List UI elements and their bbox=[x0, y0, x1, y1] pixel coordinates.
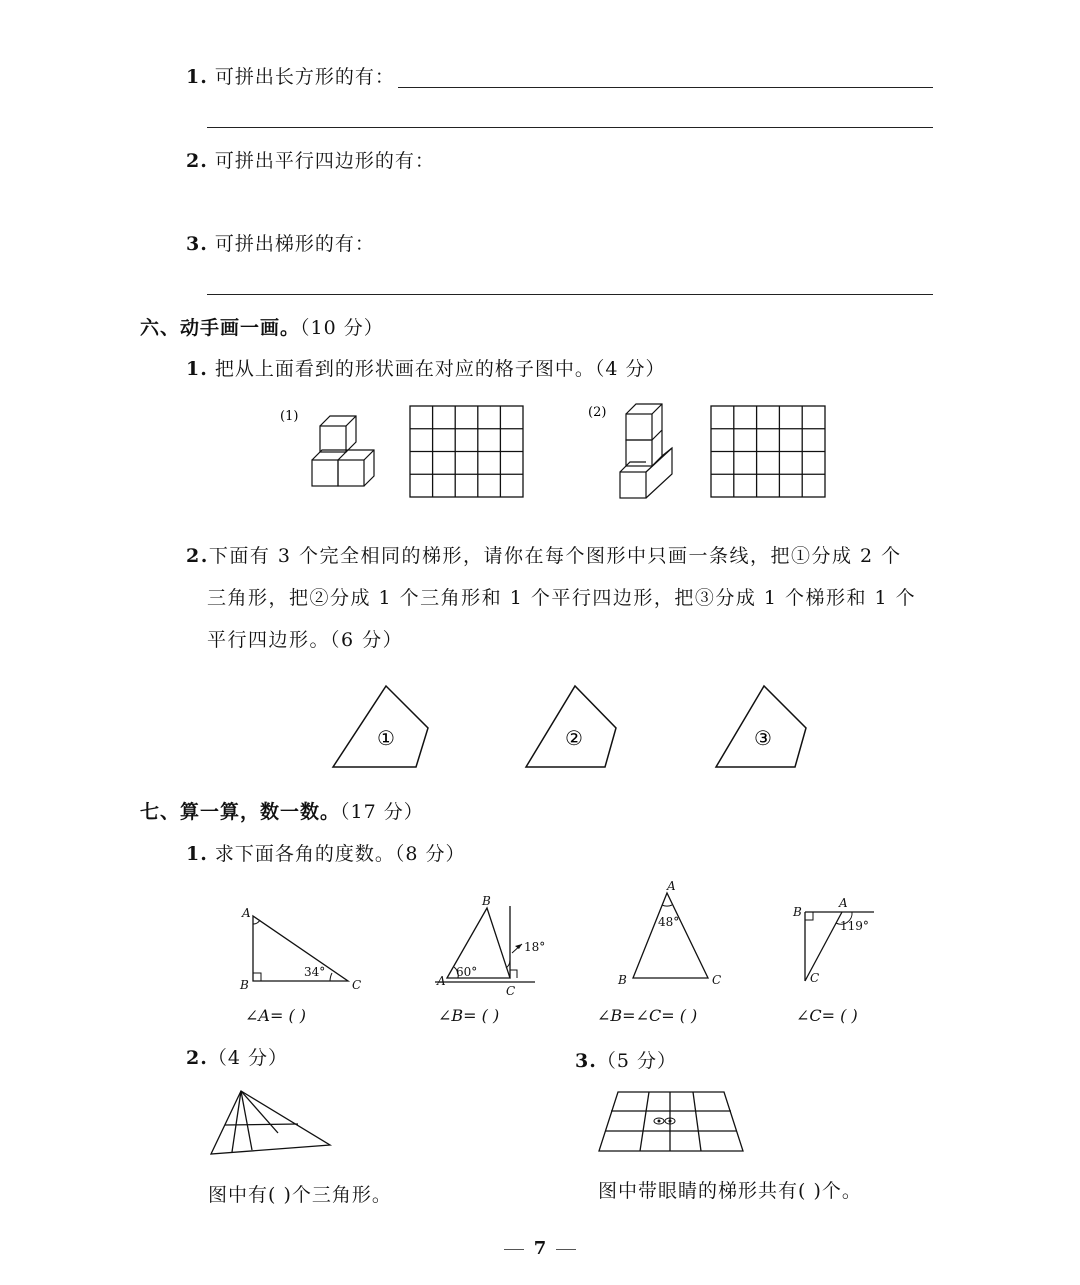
q7-3-text: 图中带眼睛的梯形共有( )个。 bbox=[598, 1180, 862, 1202]
q7-2-text: 图中有( )个三角形。 bbox=[208, 1184, 392, 1206]
eye-icon bbox=[654, 1118, 675, 1124]
answer-4[interactable]: ∠C= ( ) bbox=[796, 1006, 858, 1025]
vertex-A: A bbox=[839, 896, 848, 910]
vertex-C: C bbox=[712, 973, 722, 987]
answer-line[interactable] bbox=[207, 127, 933, 128]
q6-2 bbox=[186, 535, 946, 661]
section-title-text: 七、算一算，数一数。 bbox=[140, 801, 341, 823]
q5-3-num: 3. bbox=[186, 233, 208, 255]
q6-1-text: 把从上面看到的形状画在对应的格子图中。（4 分） bbox=[214, 358, 666, 380]
triangle-fig-1 bbox=[239, 906, 361, 992]
q7-2-score: （4 分） bbox=[207, 1047, 288, 1069]
vertex-C: C bbox=[506, 984, 516, 998]
vertex-B: B bbox=[618, 973, 627, 987]
footer-dash bbox=[556, 1249, 576, 1250]
footer-dash bbox=[504, 1249, 524, 1250]
grid-2[interactable] bbox=[711, 406, 825, 497]
answer-3[interactable]: ∠B=∠C= ( ) bbox=[597, 1006, 698, 1025]
vertex-B: B bbox=[240, 978, 249, 992]
shape-label-1: ① bbox=[377, 726, 395, 750]
q5-3-text: 可拼出梯形的有： bbox=[214, 233, 375, 255]
triangle-count-figure bbox=[208, 1088, 334, 1158]
q6-2-line2: 三角形，把②分成 1 个三角形和 1 个平行四边形，把③分成 1 个梯形和 1 个 bbox=[207, 587, 917, 609]
grid-1[interactable] bbox=[410, 406, 523, 497]
triangle-fig-4 bbox=[792, 896, 874, 985]
q6-1-num: 1. bbox=[186, 358, 208, 380]
vertex-C: C bbox=[352, 978, 362, 992]
section-6-title bbox=[140, 313, 384, 340]
q7-3-num: 3. bbox=[575, 1050, 597, 1072]
vertex-C: C bbox=[810, 971, 820, 985]
eye-trapezoid-figure bbox=[596, 1089, 746, 1155]
vertex-A: A bbox=[437, 974, 446, 988]
q7-1 bbox=[186, 839, 466, 866]
q5-1-text: 可拼出长方形的有： bbox=[214, 66, 395, 88]
section-7-title bbox=[140, 797, 424, 824]
angle-value: 119° bbox=[840, 919, 869, 933]
vertex-B: B bbox=[482, 894, 491, 908]
q5-2-text: 可拼出平行四边形的有： bbox=[214, 150, 435, 172]
q6-1 bbox=[186, 354, 666, 381]
answer-line[interactable] bbox=[207, 294, 933, 295]
answer-1[interactable]: ∠A= ( ) bbox=[245, 1006, 307, 1025]
page-footer bbox=[490, 1238, 590, 1259]
q7-1-text: 求下面各角的度数。（8 分） bbox=[214, 843, 466, 865]
shape-label-3: ③ bbox=[754, 726, 772, 750]
cube-stack-2 bbox=[620, 404, 672, 498]
trapezoids bbox=[330, 680, 810, 775]
q6-2-line3: 平行四边形。（6 分） bbox=[207, 629, 404, 651]
top-view-figures bbox=[280, 398, 860, 508]
q6-2-num: 2. bbox=[186, 545, 209, 567]
angle-value: 34° bbox=[304, 965, 326, 979]
section-score: （10 分） bbox=[300, 317, 384, 339]
q5-3 bbox=[186, 229, 375, 256]
q5-1-num: 1. bbox=[186, 66, 208, 88]
q5-2 bbox=[186, 146, 435, 173]
q7-1-num: 1. bbox=[186, 843, 208, 865]
q5-2-num: 2. bbox=[186, 150, 208, 172]
q7-3-score: （5 分） bbox=[596, 1050, 677, 1072]
section-title-text: 六、动手画一画。 bbox=[140, 317, 301, 339]
triangle-fig-3 bbox=[617, 879, 721, 987]
q6-2-line1: 下面有 3 个完全相同的梯形，请你在每个图形中只画一条线，把①分成 2 个 bbox=[208, 545, 902, 567]
q5-1 bbox=[186, 62, 395, 89]
fig1-label: (1) bbox=[280, 409, 299, 424]
angle-value: 18° bbox=[524, 940, 546, 954]
angle-value: 60° bbox=[456, 965, 478, 979]
vertex-A: A bbox=[667, 879, 676, 893]
section-score: （17 分） bbox=[340, 801, 424, 823]
vertex-B: B bbox=[793, 905, 802, 919]
answer-2[interactable]: ∠B= ( ) bbox=[438, 1006, 500, 1025]
q7-3 bbox=[575, 1046, 677, 1073]
q7-2 bbox=[186, 1043, 288, 1070]
fig2-label: (2) bbox=[588, 405, 607, 420]
answer-line[interactable] bbox=[398, 87, 933, 88]
vertex-A: A bbox=[242, 906, 251, 920]
cube-stack-1 bbox=[312, 416, 374, 486]
page-number: 7 bbox=[533, 1238, 547, 1259]
triangle-fig-2 bbox=[435, 894, 545, 998]
angle-value: 48° bbox=[658, 915, 680, 929]
shape-label-2: ② bbox=[565, 726, 583, 750]
q7-2-num: 2. bbox=[186, 1047, 208, 1069]
